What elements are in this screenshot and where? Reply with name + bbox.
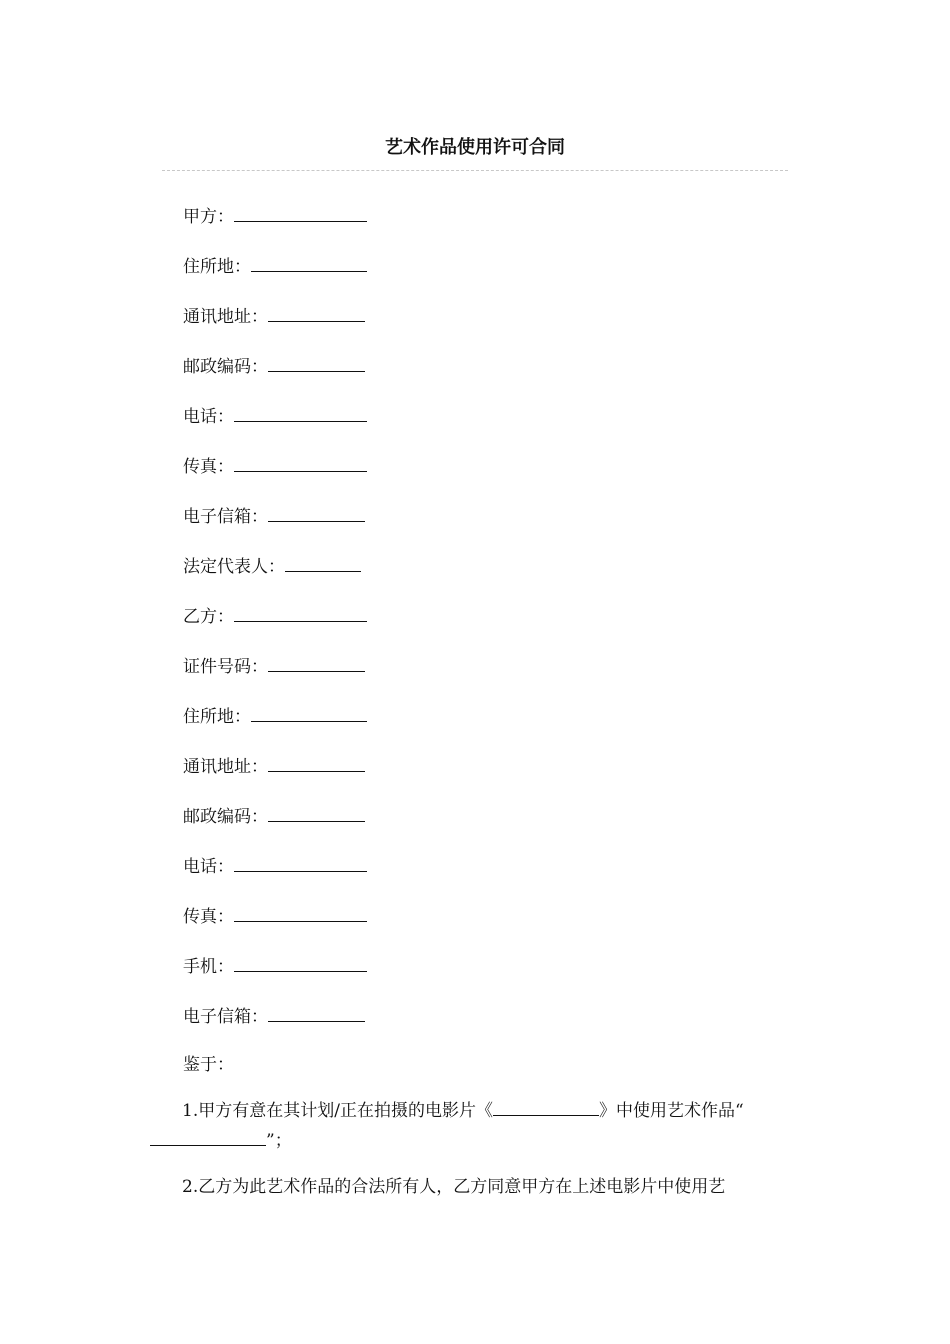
blank-line — [251, 703, 367, 722]
blank-line — [234, 603, 367, 622]
party-a-mailing-address-field: 通讯地址： — [183, 303, 367, 353]
party-b-field: 乙方： — [183, 603, 367, 653]
title-divider — [162, 170, 788, 171]
document-title: 艺术作品使用许可合同 — [385, 137, 565, 158]
artwork-name-blank — [150, 1127, 266, 1146]
blank-line — [234, 403, 367, 422]
whereas-heading: 鉴于： — [183, 1055, 234, 1075]
blank-line — [268, 503, 365, 522]
party-a-fax-field: 传真： — [183, 453, 367, 503]
party-a-postal-code-field: 邮政编码： — [183, 353, 367, 403]
party-a-address-field: 住所地： — [183, 253, 367, 303]
party-a-phone-field: 电话： — [183, 403, 367, 453]
blank-line — [234, 953, 367, 972]
blank-line — [268, 803, 365, 822]
blank-line — [234, 453, 367, 472]
blank-line — [268, 353, 365, 372]
party-a-field: 甲方： — [183, 203, 367, 253]
blank-line — [268, 653, 365, 672]
party-a-email-field: 电子信箱： — [183, 503, 367, 553]
blank-line — [234, 203, 367, 222]
party-b-mailing-address-field: 通讯地址： — [183, 753, 367, 803]
blank-line — [268, 303, 365, 322]
party-b-fax-field: 传真： — [183, 903, 367, 953]
blank-line — [251, 253, 367, 272]
blank-line — [268, 753, 365, 772]
clause-2: 2.乙方为此艺术作品的合法所有人，乙方同意甲方在上述电影片中使用艺 — [182, 1177, 726, 1197]
party-b-phone-field: 电话： — [183, 853, 367, 903]
blank-line — [234, 853, 367, 872]
clause-1: 1.甲方有意在其计划/正在拍摄的电影片《 》中使用艺术作品“”； — [150, 1096, 790, 1156]
party-b-address-field: 住所地： — [183, 703, 367, 753]
party-a-legal-rep-field: 法定代表人： — [183, 553, 367, 603]
party-b-mobile-field: 手机： — [183, 953, 367, 1003]
party-b-id-number-field: 证件号码： — [183, 653, 367, 703]
party-b-postal-code-field: 邮政编码： — [183, 803, 367, 853]
blank-line — [285, 553, 361, 572]
party-b-email-field: 电子信箱： — [183, 1003, 367, 1053]
blank-line — [234, 903, 367, 922]
blank-line — [268, 1003, 365, 1022]
film-title-blank — [493, 1097, 599, 1116]
party-info-list — [183, 203, 367, 1103]
